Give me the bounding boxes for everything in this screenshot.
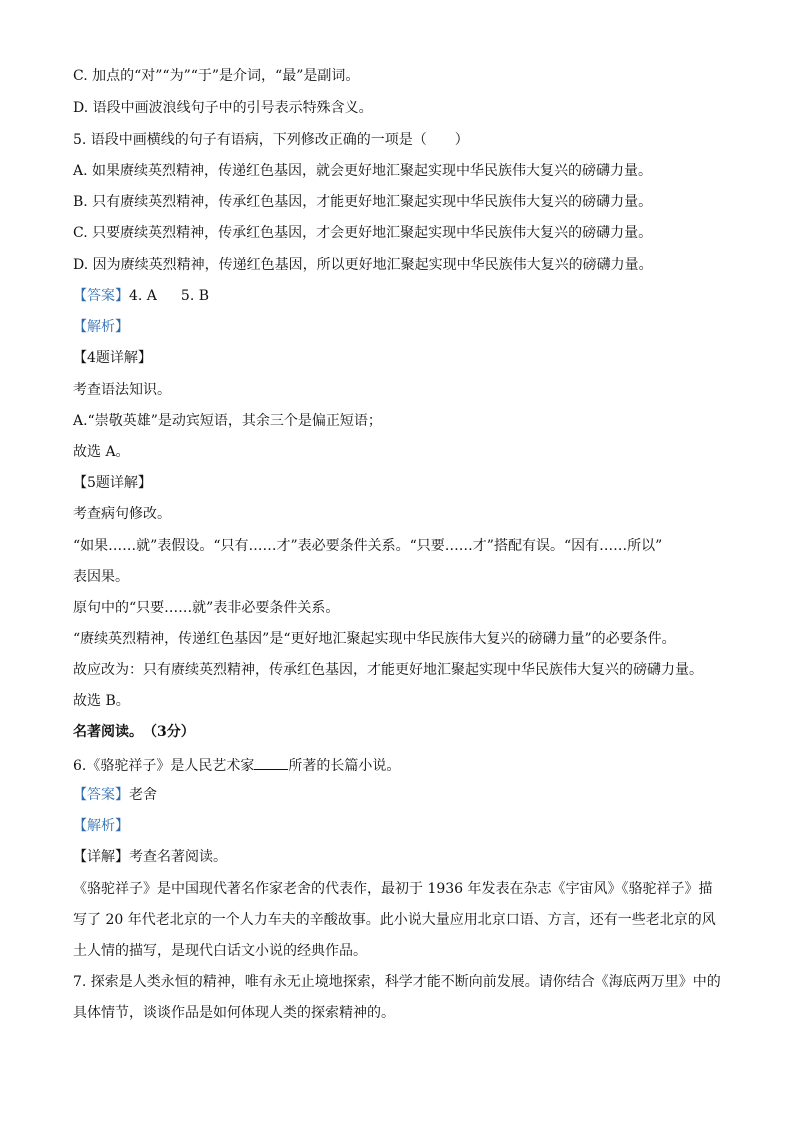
question-6-text-end: 所著的长篇小说。 — [288, 758, 401, 774]
question-7-line-2: 具体情节，谈谈作品是如何体现人类的探索精神的。 — [73, 1005, 395, 1021]
answer-label: 【答案】 — [73, 787, 129, 803]
answer-line-q6 — [73, 786, 157, 804]
option-c-q5: C. 只要赓续英烈精神，传承红色基因，才会更好地汇聚起实现中华民族伟大复兴的磅礴力量。 — [73, 225, 653, 241]
analysis-label: 【解析】 — [73, 319, 129, 335]
option-d-q5: D. 因为赓续英烈精神，传递红色基因，所以更好地汇聚起实现中华民族伟大复兴的磅礴力量。 — [73, 257, 653, 273]
q6-detail-para-1: 《骆驼祥子》是中国现代著名作家老舍的代表作，最初于 1936 年发表在杂志《宇宙风》《骆驼祥子》描 — [73, 881, 713, 897]
option-c-q4: C. 加点的“对”“为”“于”是介词，“最”是副词。 — [73, 68, 360, 84]
analysis-label: 【解析】 — [73, 818, 129, 834]
q6-detail — [73, 848, 227, 866]
answer-blank — [254, 755, 288, 770]
answer-q5: 5. B — [180, 288, 210, 304]
question-7-line-1: 7. 探索是人类永恒的精神，唯有永无止境地探索，科学才能不断向前发展。请你结合《海底两万里》中的 — [73, 974, 721, 990]
q5-detail-heading: 【5题详解】 — [73, 475, 152, 491]
answer-q4: 4. A — [129, 288, 157, 304]
q4-detail-text: 考查语法知识。 — [73, 382, 171, 398]
q5-detail-text: 考查病句修改。 — [73, 506, 171, 522]
question-5: 5. 语段中画横线的句子有语病，下列修改正确的一项是（ ） — [73, 132, 469, 148]
detail-text: 考查名著阅读。 — [129, 849, 227, 865]
answer-q6: 老舍 — [129, 787, 157, 803]
answer-line-q4-q5 — [73, 287, 209, 305]
q4-detail-reason: A.“崇敬英雄”是动宾短语，其余三个是偏正短语； — [73, 413, 382, 429]
q4-detail-heading: 【4题详解】 — [73, 350, 152, 366]
answer-label: 【答案】 — [73, 288, 129, 304]
q4-detail-choice: 故选 A。 — [73, 444, 130, 460]
question-6-text: 6.《骆驼祥子》是人民艺术家 — [73, 758, 255, 774]
q5-detail-reason-2: 表因果。 — [73, 569, 129, 585]
q5-detail-correction: 故应改为：只有赓续英烈精神，传承红色基因，才能更好地汇聚起实现中华民族伟大复兴的磅礴力量。 — [73, 662, 703, 678]
q6-detail-para-3: 土人情的描写，是现代白话文小说的经典作品。 — [73, 943, 367, 959]
q6-detail-para-2: 写了 20 年代老北京的一个人力车夫的辛酸故事。此小说大量应用北京口语、方言，还有一些老北京的风 — [73, 912, 716, 928]
option-a-q5: A. 如果赓续英烈精神，传递红色基因，就会更好地汇聚起实现中华民族伟大复兴的磅礴力量。 — [73, 163, 653, 179]
q5-detail-reason-1: “如果……就”表假设。“只有……才”表必要条件关系。“只要……才”搭配有误。“因有……所以” — [73, 538, 663, 554]
q5-detail-choice: 故选 B。 — [73, 693, 130, 709]
q5-detail-reason-4: “赓续英烈精神，传递红色基因”是“更好地汇聚起实现中华民族伟大复兴的磅礴力量”的必要条件。 — [73, 631, 676, 647]
detail-label: 【详解】 — [73, 849, 129, 865]
option-b-q5: B. 只有赓续英烈精神，传承红色基因，才能更好地汇聚起实现中华民族伟大复兴的磅礴力量。 — [73, 194, 653, 210]
option-d-q4: D. 语段中画波浪线句子中的引号表示特殊含义。 — [73, 100, 373, 116]
q5-detail-reason-3: 原句中的“只要……就”表非必要条件关系。 — [73, 600, 340, 616]
section-title-classics: 名著阅读。 （3分） — [73, 724, 195, 740]
question-6 — [73, 755, 400, 775]
